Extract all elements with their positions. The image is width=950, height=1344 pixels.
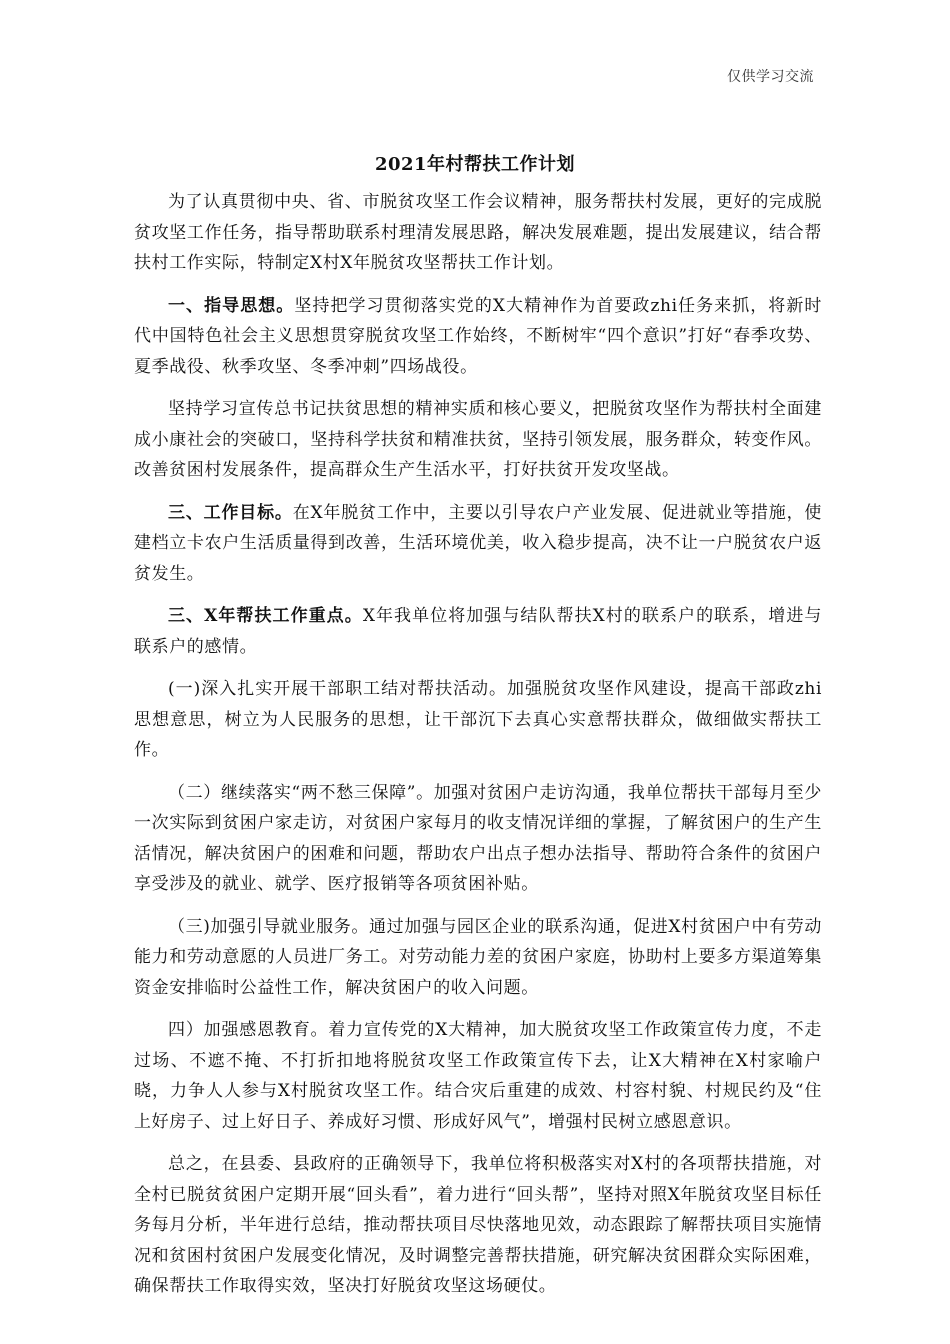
document-title: 2021年村帮扶工作计划 [374,154,576,175]
paragraph-text: 坚持把学习贯彻落实党的X大精神作为首要政zhi任务来抓，将新时代中国特色社会主义思想贯穿脱贫攻坚工作始终，不断树牢“四个意识”打好“春季攻势、夏季战役、秋季攻坚、冬季冲刺”四场战役。 [134,295,823,377]
paragraph-text: 总之，在县委、县政府的正确领导下，我单位将积极落实对X村的各项帮扶措施，对全村已脱贫贫困户定期开展“回头看”，着力进行“回头帮”，坚持对照X年脱贫攻坚目标任务每月分析，半年进行总结，推动帮扶项目尽快落地见效，动态跟踪了解帮扶项目实施情况和贫困村贫困户发展变化情况，及时调整完善帮扶措施，研究解决贫困群众实际困难，确保帮扶工作取得实效，坚决打好脱贫攻坚这场硬仗。 [134,1154,822,1296]
paragraph-text: 为了认真贯彻中央、省、市脱贫攻坚工作会议精神，服务帮扶村发展，更好的完成脱贫攻坚工作任务，指导帮助联系村理清发展思路，解决发展难题，提出发展建议，结合帮扶村工作实际，特制定X村X年脱贫攻坚帮扶工作计划。 [134,192,822,273]
paragraph-lead: 三、X年帮扶工作重点。 [168,606,363,626]
paragraph-text: 四）加强感恩教育。着力宣传党的X大精神，加大脱贫攻坚工作政策宣传力度，不走过场、不遮不掩、不打折扣地将脱贫攻坚工作政策宣传下去，让X大精神在X村家喻户晓，力争人人参与X村脱贫攻坚工作。结合灾后重建的成效、村容村貌、村规民约及“住上好房子、过上好日子、养成好习惯、形成好风气”，增强村民树立感恩意识。 [134,1020,822,1132]
paragraph-item-3 [134,912,822,1004]
paragraph-conclusion [134,1149,822,1302]
paragraph-lead: 一、指导思想。 [168,295,295,316]
paragraph-text: （二）继续落实“两不愁三保障”。加强对贫困户走访沟通，我单位帮扶干部每月至少一次实际到贫困户家走访，对贫困户家每月的收支情况详细的掌握，了解贫困户的生产生活情况，解决贫困户的困难和问题，帮助农户出点子想办法指导、帮助符合条件的贫困户享受涉及的就业、就学、医疗报销等各项贫困补贴。 [134,782,822,894]
paragraph-text: (一)深入扎实开展干部职工结对帮扶活动。加强脱贫攻坚作风建设，提高干部政zhi思想意思，树立为人民服务的思想，让干部沉下去真心实意帮扶群众，做细做实帮扶工作。 [134,679,822,760]
paragraph-text: 坚持学习宣传总书记扶贫思想的精神实质和核心要义，把脱贫攻坚作为帮扶村全面建成小康社会的突破口，坚持科学扶贫和精准扶贫，坚持引领发展，服务群众，转变作风。改善贫困村发展条件，提高群众生产生活水平，打好扶贫开发攻坚战。 [134,399,822,480]
paragraph-guiding-thought [134,291,822,383]
paragraph-item-4 [134,1015,822,1137]
paragraph-key-points [134,601,822,662]
paragraph-text: 在X年脱贫工作中，主要以引导农户产业发展、促进就业等措施，使建档立卡农户生活质量得到改善，生活环境优美，收入稳步提高，决不让一户脱贫农户返贫发生。 [134,502,822,584]
paragraph-text: X年我单位将加强与结队帮扶X村的联系户的联系，增进与联系户的感情。 [134,606,822,657]
paragraph-study-spirit [134,394,822,486]
paragraph-item-1 [134,674,822,766]
paragraph-lead: 三、工作目标。 [168,502,293,523]
paragraph-intro [134,187,822,279]
document-body [134,187,822,1314]
paragraph-item-2 [134,778,822,900]
paragraph-text: （三)加强引导就业服务。通过加强与园区企业的联系沟通，促进X村贫困户中有劳动能力和劳动意愿的人员进厂务工。对劳动能力差的贫困户家庭，协助村上要多方渠道筹集资金安排临时公益性工作，解决贫困户的收入问题。 [134,916,822,998]
header-note: 仅供学习交流 [727,69,814,85]
paragraph-work-goals [134,498,822,590]
